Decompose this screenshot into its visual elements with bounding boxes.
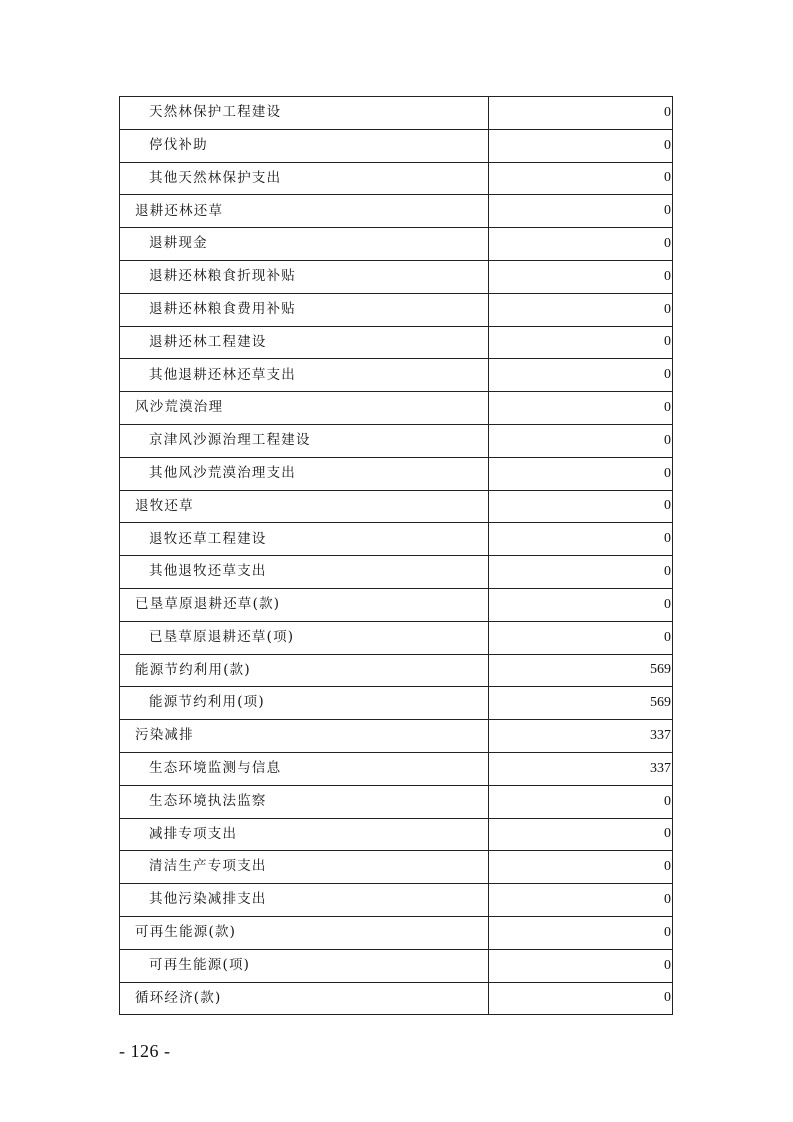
item-name-cell: 退耕现金 bbox=[120, 228, 489, 261]
table-row bbox=[120, 884, 673, 917]
item-name-cell: 退耕还林还草 bbox=[120, 195, 489, 228]
table-row bbox=[120, 621, 673, 654]
amount-cell: 0 bbox=[489, 949, 673, 982]
table-row bbox=[120, 785, 673, 818]
item-name-cell: 京津风沙源治理工程建设 bbox=[120, 424, 489, 457]
table-row bbox=[120, 162, 673, 195]
table-body bbox=[120, 97, 673, 1015]
table-row bbox=[120, 457, 673, 490]
amount-cell: 0 bbox=[489, 818, 673, 851]
amount-cell: 0 bbox=[489, 260, 673, 293]
item-name-cell: 其他风沙荒漠治理支出 bbox=[120, 457, 489, 490]
item-name-cell: 退耕还林粮食费用补贴 bbox=[120, 293, 489, 326]
item-name-cell: 已垦草原退耕还草(项) bbox=[120, 621, 489, 654]
table-row bbox=[120, 752, 673, 785]
item-name-cell: 可再生能源(款) bbox=[120, 916, 489, 949]
item-name-cell: 退牧还草 bbox=[120, 490, 489, 523]
item-name-cell: 能源节约利用(项) bbox=[120, 687, 489, 720]
amount-cell: 0 bbox=[489, 228, 673, 261]
amount-cell: 0 bbox=[489, 424, 673, 457]
item-name-cell: 退耕还林粮食折现补贴 bbox=[120, 260, 489, 293]
table-row bbox=[120, 424, 673, 457]
amount-cell: 0 bbox=[489, 490, 673, 523]
table-row bbox=[120, 654, 673, 687]
item-name-cell: 其他污染减排支出 bbox=[120, 884, 489, 917]
item-name-cell: 减排专项支出 bbox=[120, 818, 489, 851]
amount-cell: 569 bbox=[489, 687, 673, 720]
table-row bbox=[120, 359, 673, 392]
item-name-cell: 退牧还草工程建设 bbox=[120, 523, 489, 556]
amount-cell: 0 bbox=[489, 359, 673, 392]
amount-cell: 337 bbox=[489, 720, 673, 753]
amount-cell: 0 bbox=[489, 129, 673, 162]
table-row bbox=[120, 851, 673, 884]
table-row bbox=[120, 687, 673, 720]
item-name-cell: 停伐补助 bbox=[120, 129, 489, 162]
table-row bbox=[120, 293, 673, 326]
amount-cell: 0 bbox=[489, 523, 673, 556]
amount-cell: 0 bbox=[489, 785, 673, 818]
amount-cell: 0 bbox=[489, 195, 673, 228]
item-name-cell: 生态环境监测与信息 bbox=[120, 752, 489, 785]
item-name-cell: 可再生能源(项) bbox=[120, 949, 489, 982]
table-row bbox=[120, 228, 673, 261]
table-row bbox=[120, 916, 673, 949]
budget-expenditure-table bbox=[119, 96, 673, 1015]
table-row bbox=[120, 818, 673, 851]
amount-cell: 0 bbox=[489, 457, 673, 490]
item-name-cell: 风沙荒漠治理 bbox=[120, 392, 489, 425]
amount-cell: 569 bbox=[489, 654, 673, 687]
amount-cell: 0 bbox=[489, 556, 673, 589]
amount-cell: 0 bbox=[489, 588, 673, 621]
table-row bbox=[120, 195, 673, 228]
table-row bbox=[120, 720, 673, 753]
table-row bbox=[120, 523, 673, 556]
amount-cell: 337 bbox=[489, 752, 673, 785]
item-name-cell: 退耕还林工程建设 bbox=[120, 326, 489, 359]
table-row bbox=[120, 129, 673, 162]
table-row bbox=[120, 260, 673, 293]
table-row bbox=[120, 326, 673, 359]
amount-cell: 0 bbox=[489, 982, 673, 1015]
amount-cell: 0 bbox=[489, 851, 673, 884]
table-row bbox=[120, 97, 673, 130]
table-row bbox=[120, 556, 673, 589]
item-name-cell: 污染减排 bbox=[120, 720, 489, 753]
table-row bbox=[120, 949, 673, 982]
item-name-cell: 其他退牧还草支出 bbox=[120, 556, 489, 589]
item-name-cell: 循环经济(款) bbox=[120, 982, 489, 1015]
amount-cell: 0 bbox=[489, 916, 673, 949]
table-row bbox=[120, 490, 673, 523]
amount-cell: 0 bbox=[489, 392, 673, 425]
item-name-cell: 其他天然林保护支出 bbox=[120, 162, 489, 195]
amount-cell: 0 bbox=[489, 884, 673, 917]
table-row bbox=[120, 588, 673, 621]
amount-cell: 0 bbox=[489, 293, 673, 326]
item-name-cell: 天然林保护工程建设 bbox=[120, 97, 489, 130]
item-name-cell: 清洁生产专项支出 bbox=[120, 851, 489, 884]
item-name-cell: 能源节约利用(款) bbox=[120, 654, 489, 687]
table-row bbox=[120, 982, 673, 1015]
table-row bbox=[120, 392, 673, 425]
amount-cell: 0 bbox=[489, 162, 673, 195]
item-name-cell: 已垦草原退耕还草(款) bbox=[120, 588, 489, 621]
item-name-cell: 生态环境执法监察 bbox=[120, 785, 489, 818]
amount-cell: 0 bbox=[489, 621, 673, 654]
item-name-cell: 其他退耕还林还草支出 bbox=[120, 359, 489, 392]
page-number: - 126 - bbox=[119, 1041, 171, 1061]
amount-cell: 0 bbox=[489, 97, 673, 130]
amount-cell: 0 bbox=[489, 326, 673, 359]
